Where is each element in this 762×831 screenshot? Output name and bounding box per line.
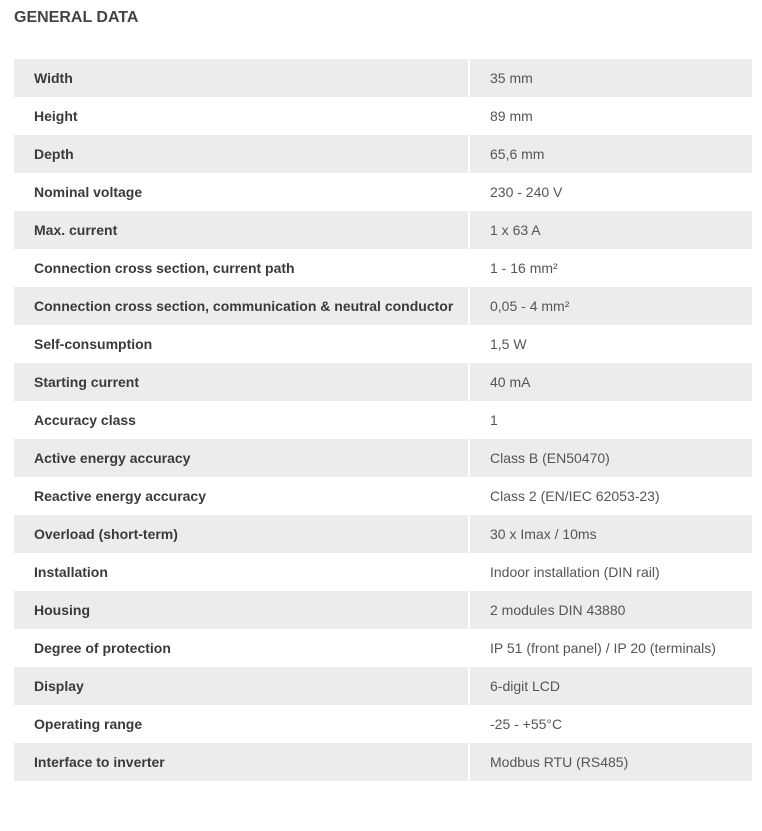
row-value: 30 x Imax / 10ms <box>469 515 752 553</box>
row-label: Overload (short-term) <box>14 515 469 553</box>
row-label: Height <box>14 97 469 135</box>
row-value: 6-digit LCD <box>469 667 752 705</box>
row-label: Installation <box>14 553 469 591</box>
row-label: Connection cross section, communication & neutral conductor <box>14 287 469 325</box>
row-value: 230 - 240 V <box>469 173 752 211</box>
row-label: Nominal voltage <box>14 173 469 211</box>
table-row <box>14 667 752 705</box>
table-row <box>14 249 752 287</box>
row-label: Degree of protection <box>14 629 469 667</box>
row-label: Connection cross section, current path <box>14 249 469 287</box>
row-label: Housing <box>14 591 469 629</box>
row-label: Max. current <box>14 211 469 249</box>
row-label: Operating range <box>14 705 469 743</box>
table-row <box>14 59 752 97</box>
row-value: 89 mm <box>469 97 752 135</box>
row-value: IP 51 (front panel) / IP 20 (terminals) <box>469 629 752 667</box>
row-value: 65,6 mm <box>469 135 752 173</box>
row-label: Starting current <box>14 363 469 401</box>
table-row <box>14 173 752 211</box>
row-label: Width <box>14 59 469 97</box>
row-label: Active energy accuracy <box>14 439 469 477</box>
table-row <box>14 401 752 439</box>
table-row <box>14 553 752 591</box>
table-row <box>14 439 752 477</box>
row-value: Class 2 (EN/IEC 62053-23) <box>469 477 752 515</box>
row-value: 1 - 16 mm² <box>469 249 752 287</box>
table-row <box>14 591 752 629</box>
row-label: Display <box>14 667 469 705</box>
table-row <box>14 97 752 135</box>
row-value: Class B (EN50470) <box>469 439 752 477</box>
row-value: 35 mm <box>469 59 752 97</box>
row-label: Depth <box>14 135 469 173</box>
row-value: Indoor installation (DIN rail) <box>469 553 752 591</box>
table-row <box>14 363 752 401</box>
row-label: Interface to inverter <box>14 743 469 781</box>
row-value: 40 mA <box>469 363 752 401</box>
table-row <box>14 211 752 249</box>
row-value: 0,05 - 4 mm² <box>469 287 752 325</box>
row-value: 2 modules DIN 43880 <box>469 591 752 629</box>
row-value: 1,5 W <box>469 325 752 363</box>
table-row <box>14 287 752 325</box>
row-value: 1 x 63 A <box>469 211 752 249</box>
row-value: -25 - +55°C <box>469 705 752 743</box>
table-row <box>14 325 752 363</box>
row-label: Accuracy class <box>14 401 469 439</box>
table-row <box>14 743 752 781</box>
section-title: GENERAL DATA <box>14 9 139 26</box>
table-row <box>14 705 752 743</box>
row-label: Reactive energy accuracy <box>14 477 469 515</box>
table-row <box>14 135 752 173</box>
table-row <box>14 515 752 553</box>
table-row <box>14 477 752 515</box>
row-value: 1 <box>469 401 752 439</box>
row-value: Modbus RTU (RS485) <box>469 743 752 781</box>
table-row <box>14 629 752 667</box>
general-data-table <box>14 59 752 781</box>
row-label: Self-consumption <box>14 325 469 363</box>
